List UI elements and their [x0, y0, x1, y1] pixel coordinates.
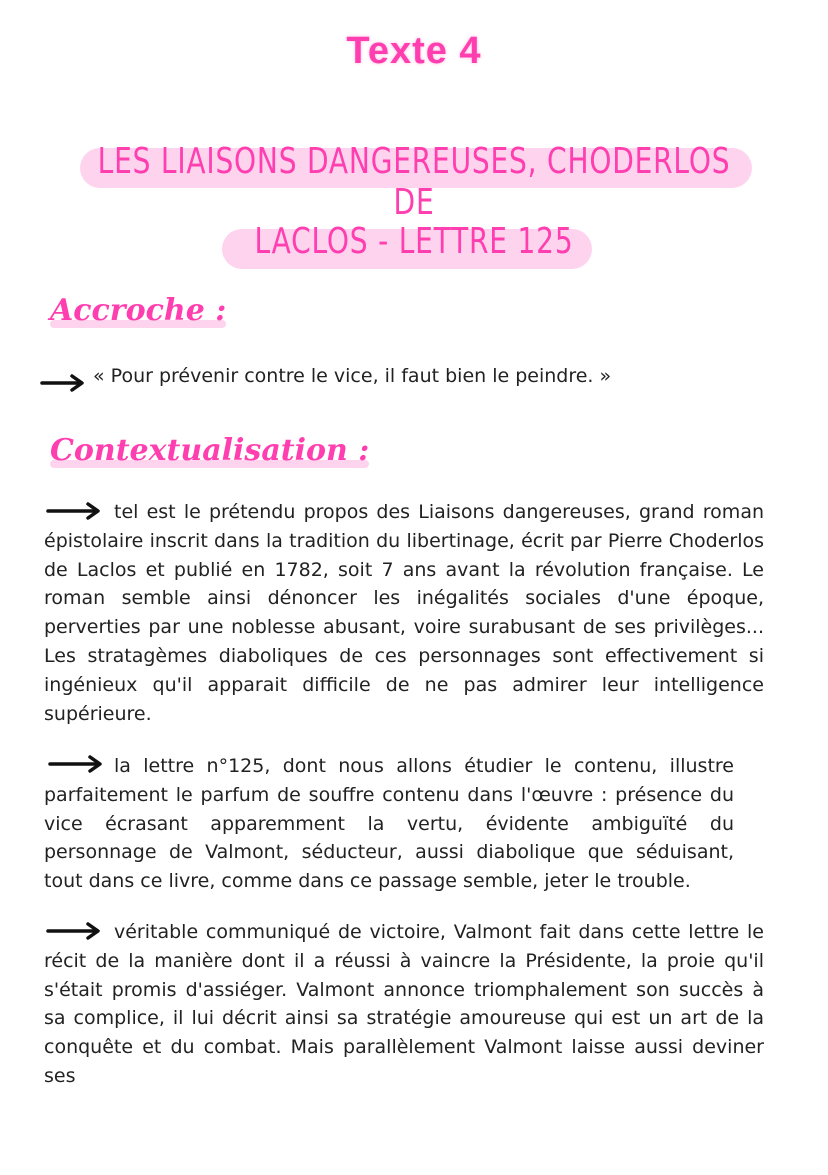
paragraph-2 [44, 752, 734, 896]
paragraph-3-text: véritable communiqué de victoire, Valmont fait dans cette lettre le récit de la manière dont il a réussi à vaincre la Présidente, la proie qu'il s'était promis d'assiéger. Valmont annonce triomphalement son succès à sa complice, il lui décrit ainsi sa stratégie amoureuse qui est un art de la conquête et du combat. Mais parallèlement Valmont laisse aussi deviner ses [44, 921, 764, 1087]
paragraph-1 [44, 498, 764, 728]
texte-label: Texte 4 [346, 30, 482, 72]
page-title-line-2: LACLOS - LETTRE 125 [254, 221, 574, 262]
paragraph-2-text: la lettre n°125, dont nous allons étudier le contenu, illustre parfaitement le parfum de souffre contenu dans l'œuvre : présence du vice écrasant apparemment la vertu, évidente ambiguïté du personnage de Valmont, séducteur, aussi diabolique que séduisant, tout dans ce livre, comme dans ce passage semble, jeter le trouble. [44, 755, 734, 893]
paragraph-3 [44, 918, 764, 1091]
arrow-right-icon [40, 374, 86, 392]
contextualisation-heading: Contextualisation : [50, 433, 370, 468]
page-title-line-1: LES LIAISONS DANGEREUSES, CHODERLOS DE [97, 141, 731, 223]
paragraph-1-text: tel est le prétendu propos des Liaisons dangereuses, grand roman épistolaire inscrit dans la tradition du libertinage, écrit par Pierre Choderlos de Laclos et publié en 1782, soit 7 ans avant la révolution française. Le roman semble ainsi dénoncer les inégalités sociales d'une époque, perverties par une noblesse abusant, voire surabusant de ses privilèges... Les stratagèmes diaboliques de ces personnages sont effectivement si ingénieux qu'il apparait difficile de ne pas admirer leur intelligence supérieure. [44, 501, 764, 725]
accroche-heading: Accroche : [50, 293, 227, 328]
accroche-quote: « Pour prévenir contre le vice, il faut bien le peindre. » [93, 365, 612, 387]
